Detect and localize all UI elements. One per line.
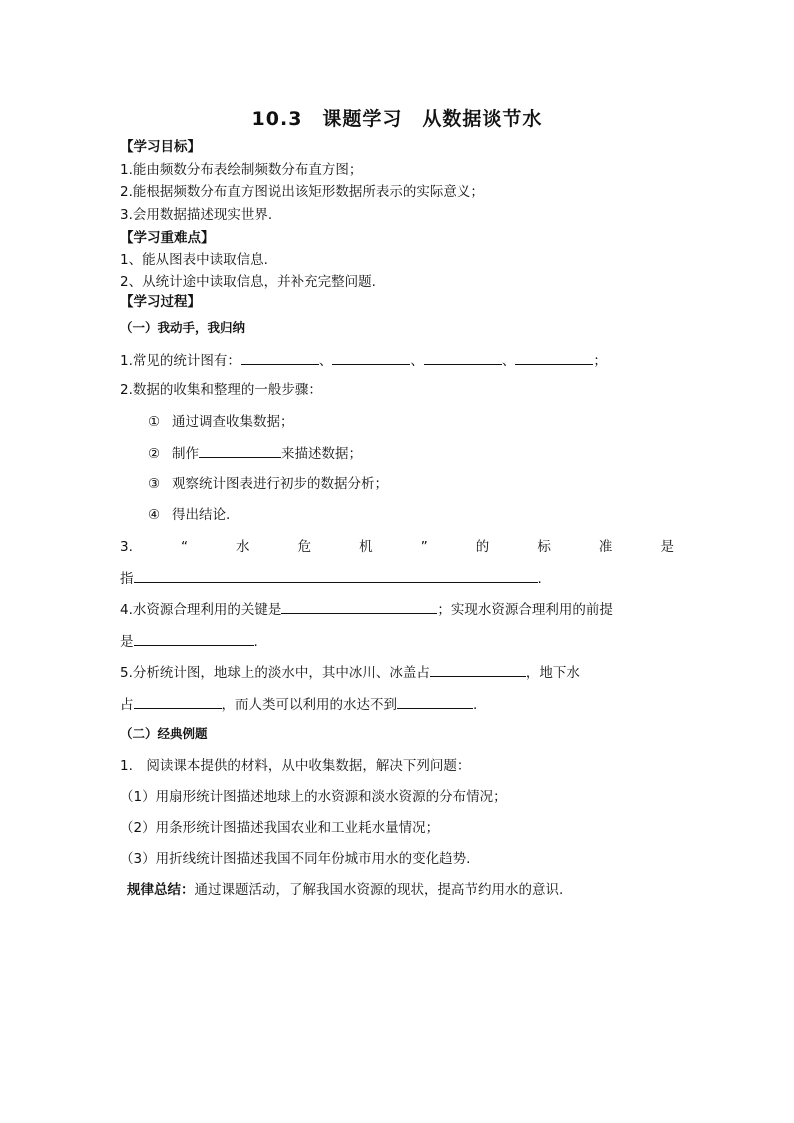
page-title: 10.3 课题学习 从数据谈节水 <box>251 108 543 130</box>
step-text: 通过调查收集数据； <box>172 414 294 430</box>
answer-blank[interactable] <box>515 350 593 365</box>
period: . <box>253 634 258 650</box>
key-points-heading: 【学习重难点】 <box>120 230 215 246</box>
q3-char: 准 <box>598 539 613 555</box>
step-number: ① <box>148 414 161 430</box>
q4-text: ；实现水资源合理利用的前提 <box>437 602 613 618</box>
separator: ； <box>593 353 607 369</box>
separator: 、 <box>318 353 333 369</box>
key-point-1: 1、能从图表中读取信息. <box>120 252 268 268</box>
q3-char: ” <box>420 539 428 555</box>
goals-heading: 【学习目标】 <box>120 139 201 155</box>
answer-blank[interactable] <box>134 568 538 583</box>
step-4 <box>148 505 230 525</box>
period: . <box>537 571 542 587</box>
step-2 <box>148 443 362 464</box>
q3-char: 标 <box>537 539 551 555</box>
step-3 <box>148 474 388 494</box>
step-text: 得出结论. <box>172 507 231 523</box>
summary-label: 规律总结： <box>127 882 195 898</box>
question-3-line-1 <box>120 537 674 557</box>
q4-text: 4.水资源合理利用的关键是 <box>120 602 282 618</box>
answer-blank[interactable] <box>199 443 281 458</box>
q5-line-start: 占 <box>120 697 134 713</box>
key-point-2: 2、从统计途中读取信息，并补充完整问题. <box>120 274 376 290</box>
answer-blank[interactable] <box>281 599 437 614</box>
q3-char: “ <box>180 539 188 555</box>
summary-text: 通过课题活动，了解我国水资源的现状，提高节约用水的意识. <box>194 882 564 898</box>
separator: 、 <box>410 353 424 369</box>
example-sub-1: （1）用扇形统计图描述地球上的水资源和淡水资源的分布情况； <box>120 789 507 805</box>
question-1-text: 1.常见的统计图有： <box>120 353 241 369</box>
goal-item-3: 3.会用数据描述现实世界. <box>120 207 273 223</box>
example-question-1: 1. 阅读课本提供的材料，从中收集数据，解决下列问题： <box>120 758 471 774</box>
step-text: 来描述数据； <box>281 446 362 462</box>
question-1 <box>120 350 607 371</box>
answer-blank[interactable] <box>134 694 222 709</box>
step-number: ② <box>148 446 161 462</box>
q5-text: 5.分析统计图，地球上的淡水中，其中冰川、冰盖占 <box>120 665 430 681</box>
answer-blank[interactable] <box>424 350 502 365</box>
period: . <box>473 697 478 713</box>
question-5-line-1 <box>120 662 580 683</box>
q3-char: 危 <box>297 539 312 555</box>
goal-item-1: 1.能由频数分布表绘制频数分布直方图； <box>120 162 363 178</box>
q3-char: 3. <box>120 539 133 555</box>
example-sub-2: （2）用条形统计图描述我国农业和工业耗水量情况； <box>120 820 440 836</box>
question-2: 2.数据的收集和整理的一般步骤： <box>120 382 322 398</box>
q3-char: 的 <box>475 539 490 555</box>
answer-blank[interactable] <box>430 662 526 677</box>
section1-heading: （一）我动手，我归纳 <box>120 320 246 335</box>
separator: 、 <box>501 353 516 369</box>
goal-item-2: 2.能根据频数分布直方图说出该矩形数据所表示的实际意义； <box>120 184 484 200</box>
example-sub-3: （3）用折线统计图描述我国不同年份城市用水的变化趋势. <box>120 851 471 867</box>
question-3-line-2 <box>120 568 542 589</box>
answer-blank[interactable] <box>134 631 254 646</box>
answer-blank[interactable] <box>397 694 473 709</box>
answer-blank[interactable] <box>241 350 319 365</box>
question-5-line-2 <box>120 694 477 715</box>
step-text: 观察统计图表进行初步的数据分析； <box>172 476 388 492</box>
q3-char: 机 <box>359 539 373 555</box>
step-number: ④ <box>148 507 161 523</box>
question-4-line-2 <box>120 631 258 652</box>
q3-line-start: 指 <box>120 571 134 587</box>
q4-line-start: 是 <box>120 634 134 650</box>
q5-text: ，而人类可以利用的水达不到 <box>221 697 397 713</box>
summary <box>127 880 563 900</box>
q3-char: 是 <box>660 539 674 555</box>
section2-heading: （二）经典例题 <box>120 726 208 741</box>
step-number: ③ <box>148 476 161 492</box>
process-heading: 【学习过程】 <box>120 294 201 310</box>
step-text: 制作 <box>172 446 199 462</box>
answer-blank[interactable] <box>332 350 410 365</box>
question-4-line-1 <box>120 599 613 620</box>
q5-text: ，地下水 <box>525 665 580 681</box>
q3-char: 水 <box>236 539 250 555</box>
step-1 <box>148 412 294 432</box>
